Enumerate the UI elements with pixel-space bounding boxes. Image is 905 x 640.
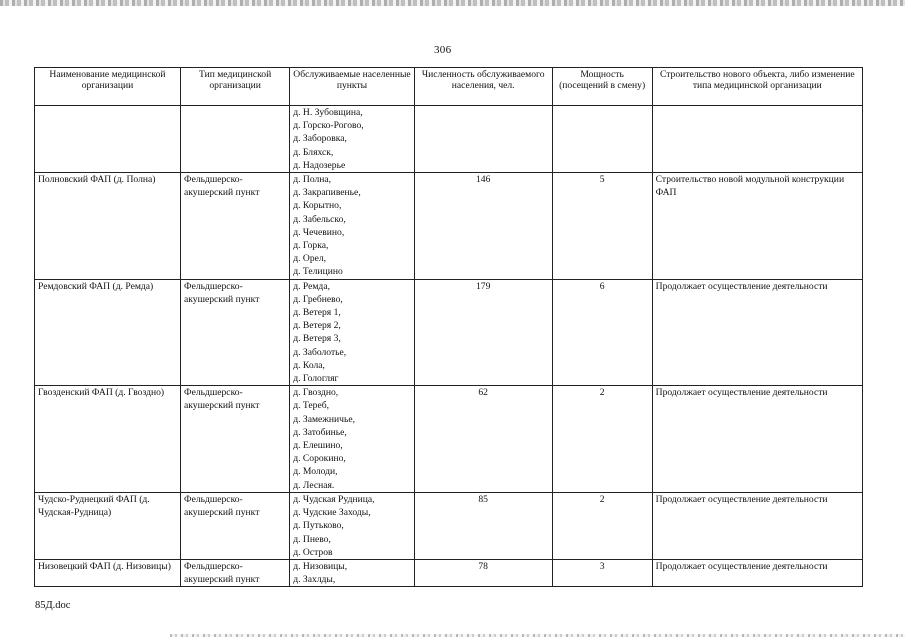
served-place: д. Гвоздно,: [293, 387, 339, 399]
served-place: д. Тереб,: [293, 400, 329, 412]
served-place: д. Корытно,: [293, 200, 342, 212]
document-filename: 85Д.doc: [35, 600, 71, 611]
served-place: д. Пнево,: [293, 533, 331, 545]
construction-cell: Продолжает осуществление деятельности: [652, 279, 862, 386]
org-name-cell: Низовецкий ФАП (д. Низовицы): [35, 559, 181, 586]
served-place: д. Гологляг: [293, 373, 339, 385]
page-number: 306: [434, 44, 452, 56]
capacity-cell: 5: [552, 173, 652, 280]
construction-cell: Продолжает осуществление деятельности: [652, 492, 862, 559]
served-places-cell: [290, 106, 415, 173]
facilities-table: [34, 67, 863, 587]
served-place: д. Ветеря 3,: [293, 333, 341, 345]
org-name-cell: [35, 106, 181, 173]
served-place: д. Затобинье,: [293, 426, 347, 438]
scan-edge-bottom: [170, 634, 905, 637]
header-capacity: Мощность (посещений в смену): [552, 68, 652, 106]
org-type-cell: [180, 106, 289, 173]
served-places-cell: [290, 559, 415, 586]
served-place: д. Ветеря 1,: [293, 307, 341, 319]
org-name-cell: Полновский ФАП (д. Полна): [35, 173, 181, 280]
served-place: д. Молоди,: [293, 466, 338, 478]
served-place: д. Кола,: [293, 359, 325, 371]
construction-cell: [652, 106, 862, 173]
served-place: д. Надозерье: [293, 159, 346, 171]
org-type-cell: Фельдшерско-акушерский пункт: [180, 173, 289, 280]
served-place: д. Чудская Рудница,: [293, 493, 375, 505]
table-row: [35, 492, 863, 559]
construction-cell: Продолжает осуществление деятельности: [652, 386, 862, 493]
served-place: д. Забельско,: [293, 213, 346, 225]
served-place: д. Закрапивенье,: [293, 187, 361, 199]
served-place: д. Лесная.: [293, 479, 335, 491]
org-name-cell: Ремдовский ФАП (д. Ремда): [35, 279, 181, 386]
org-type-cell: Фельдшерско-акушерский пункт: [180, 492, 289, 559]
served-places-cell: [290, 492, 415, 559]
served-place: д. Остров: [293, 546, 333, 558]
population-cell: 146: [414, 173, 552, 280]
capacity-cell: 3: [552, 559, 652, 586]
table-row: [35, 106, 863, 173]
header-org-name: Наименование медицинской организации: [35, 68, 181, 106]
served-place: д. Орел,: [293, 253, 327, 265]
served-place: д. Елешино,: [293, 440, 343, 452]
served-place: д. Замежничье,: [293, 413, 356, 425]
served-place: д. Захлды,: [293, 574, 336, 586]
table-row: [35, 559, 863, 586]
table-row: [35, 173, 863, 280]
org-type-cell: Фельдшерско-акушерский пункт: [180, 386, 289, 493]
population-cell: 78: [414, 559, 552, 586]
capacity-cell: 2: [552, 492, 652, 559]
scan-edge-top: [0, 0, 905, 6]
served-place: д. Чудские Заходы,: [293, 507, 371, 519]
served-place: д. Путьково,: [293, 520, 344, 532]
served-place: д. Заборовка,: [293, 133, 347, 145]
served-places-cell: [290, 173, 415, 280]
org-name-cell: Гвозденский ФАП (д. Гвоздно): [35, 386, 181, 493]
served-place: д. Горка,: [293, 240, 329, 252]
served-place: д. Ветеря 2,: [293, 320, 341, 332]
served-place: д. Н. Зубовщина,: [293, 107, 363, 118]
header-served-places: Обслуживаемые населенные пункты: [290, 68, 415, 106]
construction-cell: Строительство новой модульной конструкции ФАП: [652, 173, 862, 280]
org-type-cell: Фельдшерско-акушерский пункт: [180, 559, 289, 586]
org-name-cell: Чудско-Руднецкий ФАП (д. Чудская-Рудница): [35, 492, 181, 559]
served-place: д. Ремда,: [293, 280, 330, 292]
served-place: д. Заболотье,: [293, 346, 347, 358]
served-place: д. Сорокино,: [293, 453, 346, 465]
capacity-cell: [552, 106, 652, 173]
org-type-cell: Фельдшерско-акушерский пункт: [180, 279, 289, 386]
capacity-cell: 2: [552, 386, 652, 493]
header-population: Численность обслуживаемого населения, чел.: [414, 68, 552, 106]
header-construction: Строительство нового объекта, либо изменение типа медицинской организации: [652, 68, 862, 106]
served-place: д. Чечевино,: [293, 226, 345, 238]
served-places-cell: [290, 386, 415, 493]
population-cell: 85: [414, 492, 552, 559]
served-places-cell: [290, 279, 415, 386]
capacity-cell: 6: [552, 279, 652, 386]
population-cell: 62: [414, 386, 552, 493]
served-place: д. Полна,: [293, 174, 332, 186]
construction-cell: Продолжает осуществление деятельности: [652, 559, 862, 586]
served-place: д. Бляхск,: [293, 146, 334, 158]
served-place: д. Низовицы,: [293, 560, 348, 572]
table-header-row: [35, 68, 863, 106]
served-place: д. Телицино: [293, 266, 343, 278]
header-org-type: Тип медицинской организации: [180, 68, 289, 106]
table-row: [35, 386, 863, 493]
table-row: [35, 279, 863, 386]
served-place: д. Горско-Рогово,: [293, 120, 364, 132]
table-body: [35, 106, 863, 587]
population-cell: [414, 106, 552, 173]
served-place: д. Гребнево,: [293, 293, 343, 305]
population-cell: 179: [414, 279, 552, 386]
